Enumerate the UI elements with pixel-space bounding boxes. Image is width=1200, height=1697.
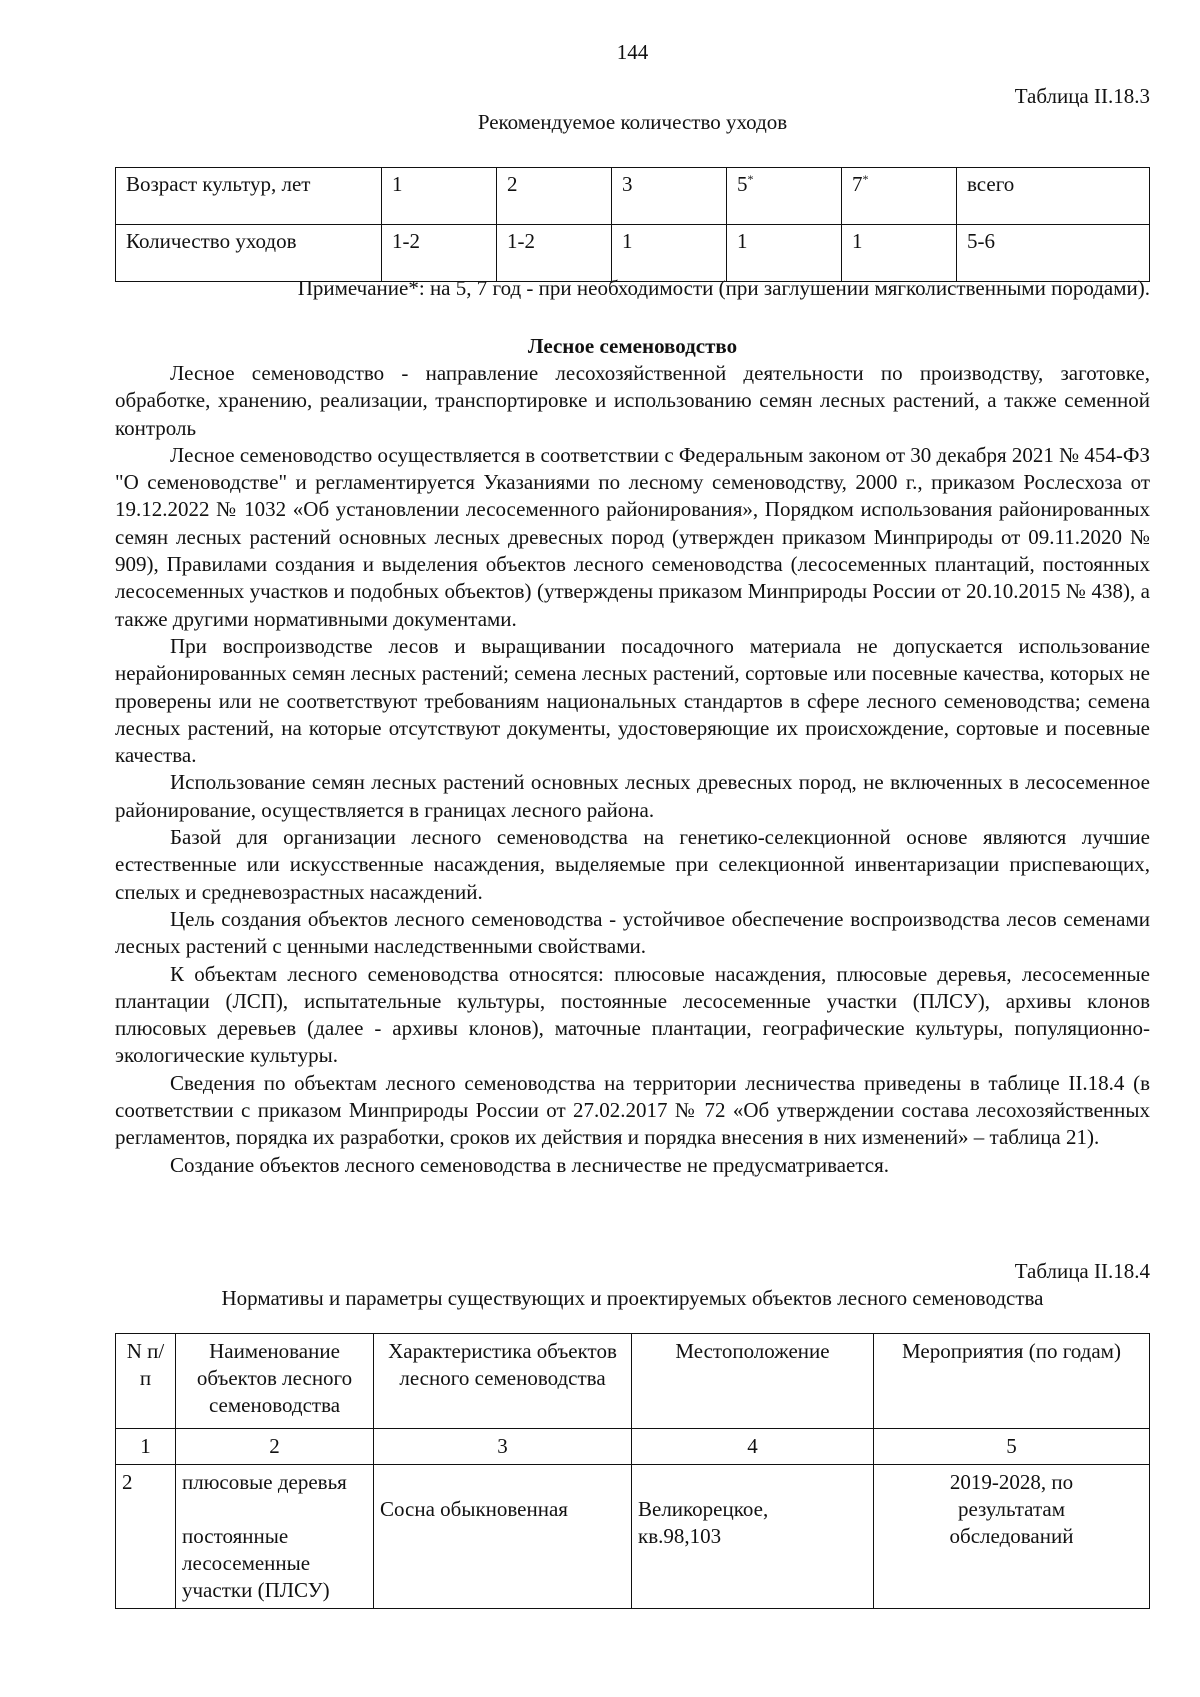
column-number-row	[116, 1429, 1150, 1465]
measures: 2019-2028, по результатам обследований	[949, 1470, 1074, 1548]
row-number: 2	[116, 1465, 176, 1609]
header-cell: Характеристика объектов лесного семеноводства	[374, 1334, 632, 1429]
care-count-table	[115, 167, 1150, 282]
column-number: 2	[176, 1429, 374, 1465]
page-number: 144	[616, 40, 649, 64]
cell-value: 5	[737, 172, 748, 196]
header-cell: Наименование объектов лесного семеноводства	[176, 1334, 374, 1429]
paragraph: Лесное семеноводство осуществляется в соответствии с Федеральным законом от 30 декабря 2021 № 454-ФЗ "О семеноводстве" и регламентируется Указаниями по лесному семеноводству, 2000 г., приказом Рослесхоза от 19.12.2022 № 1032 «Об установлении лесосеменного районирования», Порядком использования районированных семян лесных растений основных лесных древесных пород (утвержден приказом Минприроды от 09.11.2020 № 909), Правилами создания и выделения объектов лесного семеноводства (лесосеменных плантаций, постоянных лесосеменных участков и подобных объектов) (утверждены приказом Минприроды России от 20.10.2015 № 438), а также другими нормативными документами.	[115, 442, 1150, 631]
paragraph: Цель создания объектов лесного семеноводства - устойчивое обеспечение воспроизводства лесов семенами лесных растений с ценными наследственными свойствами.	[115, 906, 1150, 959]
table1-caption: Рекомендуемое количество уходов	[477, 110, 788, 134]
characteristic-cell	[374, 1465, 632, 1609]
table-cell: 1-2	[382, 225, 497, 282]
footnote-mark: *	[747, 172, 754, 186]
table-cell: всего	[957, 168, 1150, 225]
paragraph: Сведения по объектам лесного семеноводства на территории лесничества приведены в таблице II.18.4 (в соответствии с приказом Минприроды России от 27.02.2017 № 72 «Об утверждении состава лесохозяйственных регламентов, порядка их разработки, сроков их действия и порядка внесения в них изменений» – таблица 21).	[115, 1070, 1150, 1150]
table-cell: 5-6	[957, 225, 1150, 282]
characteristic: Сосна обыкновенная	[380, 1497, 568, 1521]
paragraph: Лесное семеноводство - направление лесохозяйственной деятельности по производству, заготовке, обработке, хранению, реализации, транспортировке и использованию семян лесных растений, а также семенной контроль	[115, 361, 1150, 440]
header-cell: N п/п	[116, 1334, 176, 1429]
column-number: 1	[116, 1429, 176, 1465]
location-cell	[632, 1465, 874, 1609]
paragraph: Базой для организации лесного семеноводства на генетико-селекционной основе являются лучшие естественные или искусственные насаждения, выделяемые при селекционной инвентаризации приспевающих, спелых и средневозрастных насаждений.	[115, 825, 1150, 904]
cell-value: 7	[852, 172, 863, 196]
column-number: 4	[632, 1429, 874, 1465]
header-cell: Местоположение	[632, 1334, 874, 1429]
table1-label: Таблица II.18.3	[1014, 84, 1150, 108]
table-cell: 1-2	[497, 225, 612, 282]
section-heading: Лесное семеноводство	[527, 334, 738, 358]
paragraph: Использование семян лесных растений основных лесных древесных пород, не включенных в лесосеменное районирование, осуществляется в границах лесного района.	[115, 770, 1150, 822]
column-number: 3	[374, 1429, 632, 1465]
object-name: плюсовые деревья	[182, 1470, 347, 1494]
section-body	[115, 360, 1150, 1179]
paragraph: Создание объектов лесного семеноводства в лесничестве не предусматривается.	[170, 1152, 890, 1177]
table-cell: 2	[497, 168, 612, 225]
paragraph: К объектам лесного семеноводства относятся: плюсовые насаждения, плюсовые деревья, лесосеменные плантации (ЛСП), испытательные культуры, постоянные лесосеменные участки (ПЛСУ), архивы клонов плюсовых деревьев (далее - архивы клонов), маточные плантации, географические культуры, популяционно-экологические культуры.	[115, 961, 1150, 1068]
table2-label: Таблица II.18.4	[1014, 1259, 1150, 1283]
table1-note: Примечание*: на 5, 7 год - при необходимости (при заглушении мягколиственными породами).	[297, 276, 1150, 300]
table-cell	[727, 168, 842, 225]
table-row	[116, 1465, 1150, 1609]
table-cell: 1	[727, 225, 842, 282]
table2-block	[115, 1259, 1150, 1609]
table-cell: 1	[612, 225, 727, 282]
table-cell: 1	[382, 168, 497, 225]
object-name: постоянные лесосеменные участки (ПЛСУ)	[182, 1524, 330, 1602]
seed-objects-table	[115, 1333, 1150, 1609]
table-cell	[842, 168, 957, 225]
header-cell: Мероприятия (по годам)	[874, 1334, 1150, 1429]
measures-cell	[874, 1465, 1150, 1609]
column-number: 5	[874, 1429, 1150, 1465]
table-row	[116, 225, 1150, 282]
table-row	[116, 168, 1150, 225]
footnote-mark: *	[862, 172, 869, 186]
paragraph: При воспроизводстве лесов и выращивании посадочного материала не допускается использование нерайонированных семян лесных растений; семена лесных растений, сортовые или посевные качества, которых не проверены или не соответствуют требованиям национальных стандартов в сфере лесного семеноводства; семена лесных растений, на которые отсутствуют документы, удостоверяющие их происхождение, сортовые и посевные качества.	[115, 633, 1150, 768]
table-header-row	[116, 1334, 1150, 1429]
object-name-cell	[176, 1465, 374, 1609]
row-header: Возраст культур, лет	[116, 168, 382, 225]
table-cell: 1	[842, 225, 957, 282]
row-header: Количество уходов	[116, 225, 382, 282]
table-cell: 3	[612, 168, 727, 225]
table2-caption: Нормативы и параметры существующих и проектируемых объектов лесного семеноводства	[221, 1286, 1044, 1310]
location: Великорецкое, кв.98,103	[638, 1497, 769, 1548]
